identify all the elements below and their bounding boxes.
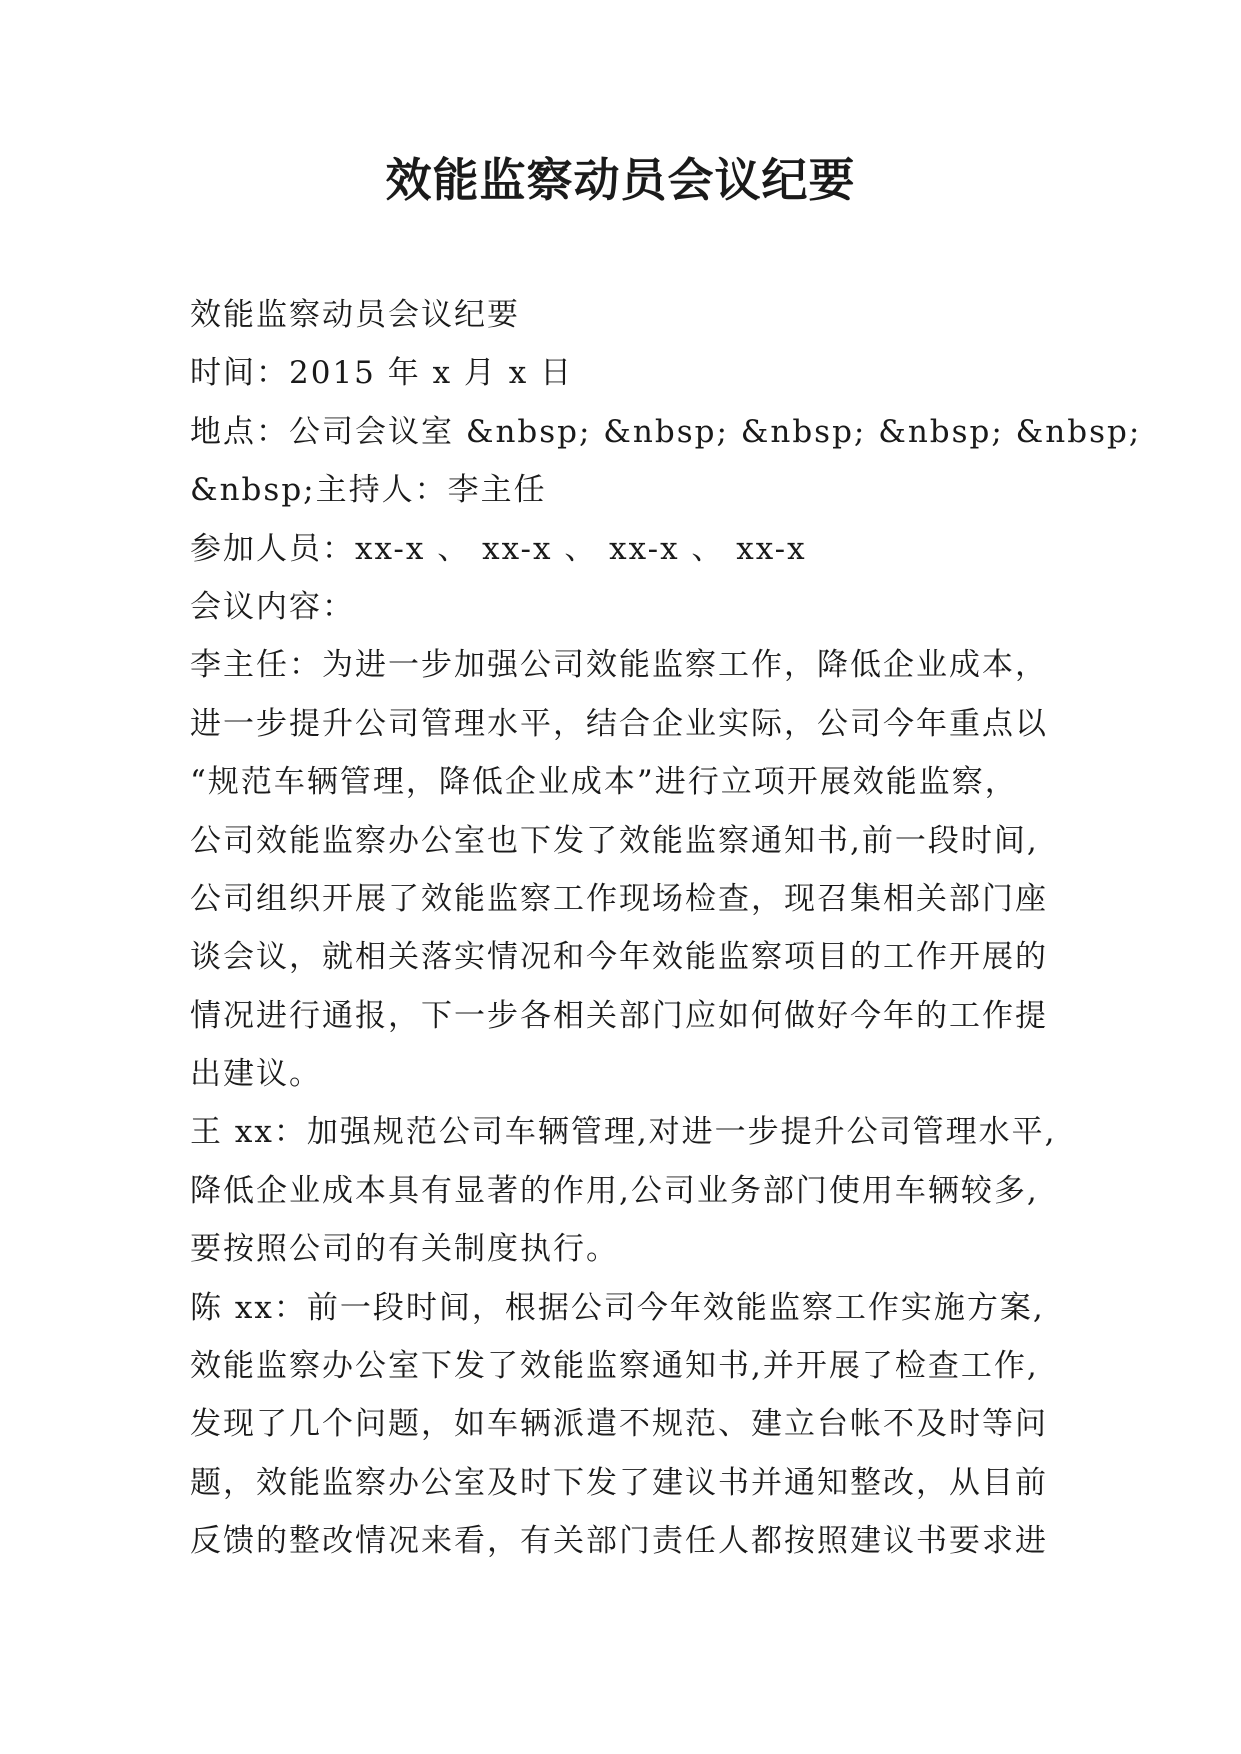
body-line: 王 xx：加强规范公司车辆管理,对进一步提升公司管理水平, <box>190 1114 1057 1151</box>
body-line: 反馈的整改情况来看，有关部门责任人都按照建议书要求进 <box>190 1523 1048 1560</box>
body-line: 公司组织开展了效能监察工作现场检查，现召集相关部门座 <box>190 880 1048 917</box>
body-line: 要按照公司的有关制度执行。 <box>190 1231 619 1268</box>
body-line: 时间：2015 年 x 月 x 日 <box>190 355 574 392</box>
body-line: 公司效能监察办公室也下发了效能监察通知书,前一段时间, <box>190 822 1039 859</box>
body-line: 地点：公司会议室 &nbsp; &nbsp; &nbsp; &nbsp; &nbsp; <box>190 413 1142 450</box>
body-line: 题，效能监察办公室及时下发了建议书并通知整改，从目前 <box>190 1464 1048 1501</box>
body-line: 谈会议，就相关落实情况和今年效能监察项目的工作开展的 <box>190 939 1048 976</box>
body-line: 发现了几个问题，如车辆派遣不规范、建立台帐不及时等问 <box>190 1406 1048 1443</box>
body-line: 李主任：为进一步加强公司效能监察工作，降低企业成本， <box>190 647 1048 684</box>
body-line: 陈 xx：前一段时间，根据公司今年效能监察工作实施方案, <box>190 1289 1045 1326</box>
document-body <box>190 286 1142 1571</box>
body-line: 降低企业成本具有显著的作用,公司业务部门使用车辆较多, <box>190 1172 1039 1209</box>
body-line: 效能监察办公室下发了效能监察通知书,并开展了检查工作, <box>190 1348 1039 1385</box>
body-line: 参加人员：xx-x 、 xx-x 、 xx-x 、 xx-x <box>190 530 807 567</box>
body-line: 情况进行通报，下一步各相关部门应如何做好今年的工作提 <box>190 997 1048 1034</box>
body-line: &nbsp;主持人：李主任 <box>190 472 547 509</box>
body-line: 出建议。 <box>190 1056 322 1093</box>
body-line: 进一步提升公司管理水平，结合企业实际，公司今年重点以 <box>190 705 1048 742</box>
document-title: 效能监察动员会议纪要 <box>385 153 856 207</box>
body-line: 效能监察动员会议纪要 <box>190 297 520 333</box>
body-line: “规范车辆管理，降低企业成本”进行立项开展效能监察， <box>190 764 1018 801</box>
body-line: 会议内容： <box>190 588 355 625</box>
